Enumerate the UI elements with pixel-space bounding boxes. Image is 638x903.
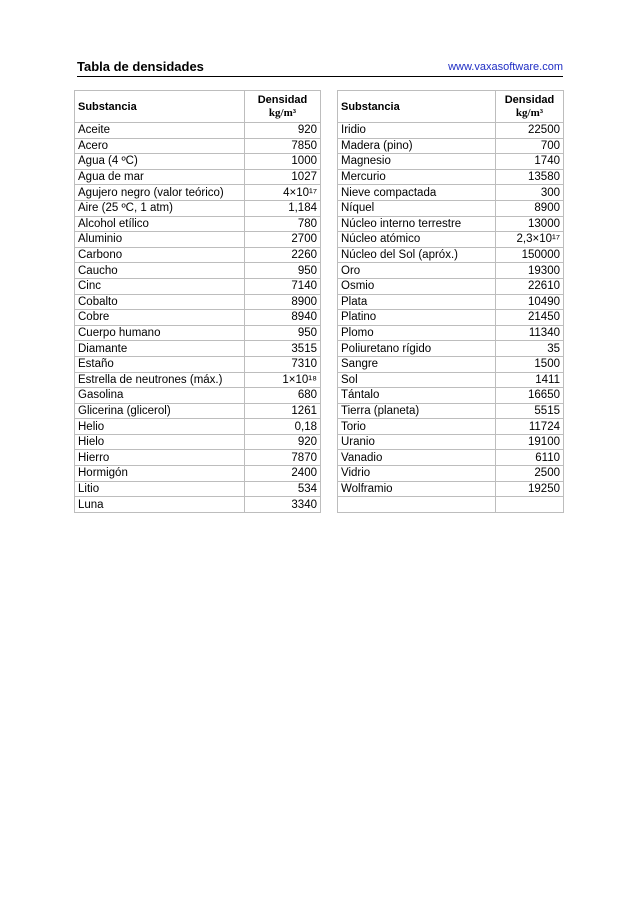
substance-cell: Aluminio xyxy=(75,232,245,248)
density-cell: 19300 xyxy=(496,263,564,279)
table-row xyxy=(75,123,321,139)
density-cell: 534 xyxy=(245,481,321,497)
substance-cell: Vidrio xyxy=(338,466,496,482)
density-cell: 7870 xyxy=(245,450,321,466)
table-row xyxy=(75,419,321,435)
density-cell: 4×10¹⁷ xyxy=(245,185,321,201)
density-cell: 2,3×10¹⁷ xyxy=(496,232,564,248)
density-cell: 1027 xyxy=(245,169,321,185)
table-row xyxy=(338,185,564,201)
table-row xyxy=(338,450,564,466)
density-cell: 1×10¹⁸ xyxy=(245,372,321,388)
density-unit: kg/m³ xyxy=(268,106,297,119)
density-cell: 13000 xyxy=(496,216,564,232)
density-cell: 16650 xyxy=(496,388,564,404)
substance-cell: Hielo xyxy=(75,434,245,450)
density-cell: 8900 xyxy=(496,200,564,216)
density-cell: 22500 xyxy=(496,123,564,139)
table-row xyxy=(75,138,321,154)
substance-cell: Níquel xyxy=(338,200,496,216)
substance-cell: Mercurio xyxy=(338,169,496,185)
table-row xyxy=(338,278,564,294)
density-cell: 150000 xyxy=(496,247,564,263)
table-row xyxy=(75,450,321,466)
table-row xyxy=(75,372,321,388)
table-row xyxy=(75,247,321,263)
substance-cell: Hormigón xyxy=(75,466,245,482)
table-header-row xyxy=(338,91,564,123)
substance-cell: Tierra (planeta) xyxy=(338,403,496,419)
table-row xyxy=(75,310,321,326)
density-cell: 8940 xyxy=(245,310,321,326)
table-row xyxy=(338,216,564,232)
table-row xyxy=(75,216,321,232)
substance-column-header: Substancia xyxy=(338,91,496,123)
substance-cell: Vanadio xyxy=(338,450,496,466)
substance-cell: Torio xyxy=(338,419,496,435)
density-unit: kg/m³ xyxy=(515,106,544,119)
table-row xyxy=(75,200,321,216)
substance-cell: Platino xyxy=(338,310,496,326)
table-row xyxy=(75,403,321,419)
substance-cell: Cobre xyxy=(75,310,245,326)
density-cell: 680 xyxy=(245,388,321,404)
table-row xyxy=(75,278,321,294)
density-cell: 950 xyxy=(245,325,321,341)
substance-cell: Plomo xyxy=(338,325,496,341)
table-row xyxy=(75,325,321,341)
table-row xyxy=(75,232,321,248)
density-cell: 13580 xyxy=(496,169,564,185)
table-row xyxy=(75,497,321,513)
table-header-row xyxy=(75,91,321,123)
substance-cell: Estrella de neutrones (máx.) xyxy=(75,372,245,388)
substance-cell: Iridio xyxy=(338,123,496,139)
table-row xyxy=(338,325,564,341)
density-cell: 11724 xyxy=(496,419,564,435)
substance-cell: Cinc xyxy=(75,278,245,294)
substance-cell: Carbono xyxy=(75,247,245,263)
table-row xyxy=(75,154,321,170)
table-row xyxy=(75,294,321,310)
table-row xyxy=(75,263,321,279)
density-cell: 3340 xyxy=(245,497,321,513)
substance-cell: Caucho xyxy=(75,263,245,279)
table-row xyxy=(338,434,564,450)
density-cell: 2700 xyxy=(245,232,321,248)
density-cell: 7850 xyxy=(245,138,321,154)
table-body xyxy=(338,123,564,513)
density-cell: 11340 xyxy=(496,325,564,341)
density-cell: 920 xyxy=(245,123,321,139)
substance-cell: Acero xyxy=(75,138,245,154)
density-cell: 950 xyxy=(245,263,321,279)
density-cell: 7310 xyxy=(245,356,321,372)
substance-cell: Núcleo interno terrestre xyxy=(338,216,496,232)
density-cell: 1411 xyxy=(496,372,564,388)
density-cell: 8900 xyxy=(245,294,321,310)
table-row xyxy=(338,200,564,216)
substance-cell: Sol xyxy=(338,372,496,388)
empty-table-row xyxy=(338,497,564,513)
table-row xyxy=(338,154,564,170)
substance-cell: Alcohol etílico xyxy=(75,216,245,232)
table-row xyxy=(75,466,321,482)
substance-cell: Plata xyxy=(338,294,496,310)
substance-cell: Uranio xyxy=(338,434,496,450)
table-row xyxy=(338,294,564,310)
substance-cell: Cuerpo humano xyxy=(75,325,245,341)
density-cell: 10490 xyxy=(496,294,564,310)
substance-column-header: Substancia xyxy=(75,91,245,123)
density-cell: 19250 xyxy=(496,481,564,497)
table-row xyxy=(338,123,564,139)
density-cell: 300 xyxy=(496,185,564,201)
density-label: Densidad xyxy=(504,93,555,106)
table-row xyxy=(338,341,564,357)
density-cell: 1261 xyxy=(245,403,321,419)
density-cell: 920 xyxy=(245,434,321,450)
table-row xyxy=(338,388,564,404)
density-label: Densidad xyxy=(257,93,308,106)
table-row xyxy=(338,310,564,326)
table-row xyxy=(75,169,321,185)
density-cell: 22610 xyxy=(496,278,564,294)
density-table-right xyxy=(337,90,564,513)
table-row xyxy=(338,419,564,435)
table-row xyxy=(338,169,564,185)
table-body xyxy=(75,123,321,513)
table-row xyxy=(75,481,321,497)
density-cell: 2260 xyxy=(245,247,321,263)
density-cell: 19100 xyxy=(496,434,564,450)
substance-cell: Diamante xyxy=(75,341,245,357)
table-row xyxy=(338,356,564,372)
density-cell: 1740 xyxy=(496,154,564,170)
empty-density-cell xyxy=(496,497,564,513)
substance-cell: Poliuretano rígido xyxy=(338,341,496,357)
substance-cell: Cobalto xyxy=(75,294,245,310)
substance-cell: Litio xyxy=(75,481,245,497)
density-cell: 0,18 xyxy=(245,419,321,435)
density-cell: 35 xyxy=(496,341,564,357)
table-row xyxy=(338,403,564,419)
density-cell: 1000 xyxy=(245,154,321,170)
substance-cell: Nieve compactada xyxy=(338,185,496,201)
page-header xyxy=(77,58,563,77)
table-row xyxy=(338,466,564,482)
density-table-left xyxy=(74,90,321,513)
substance-cell: Aire (25 ºC, 1 atm) xyxy=(75,200,245,216)
substance-cell: Agujero negro (valor teórico) xyxy=(75,185,245,201)
table-row xyxy=(75,356,321,372)
table-row xyxy=(338,481,564,497)
density-cell: 5515 xyxy=(496,403,564,419)
substance-cell: Wolframio xyxy=(338,481,496,497)
table-row xyxy=(338,372,564,388)
substance-cell: Luna xyxy=(75,497,245,513)
table-row xyxy=(338,247,564,263)
substance-cell: Osmio xyxy=(338,278,496,294)
substance-cell: Madera (pino) xyxy=(338,138,496,154)
density-cell: 780 xyxy=(245,216,321,232)
substance-cell: Estaño xyxy=(75,356,245,372)
substance-cell: Hierro xyxy=(75,450,245,466)
substance-cell: Agua (4 ºC) xyxy=(75,154,245,170)
substance-cell: Tántalo xyxy=(338,388,496,404)
density-cell: 3515 xyxy=(245,341,321,357)
table-row xyxy=(338,263,564,279)
density-cell: 21450 xyxy=(496,310,564,326)
table-row xyxy=(338,138,564,154)
substance-cell: Helio xyxy=(75,419,245,435)
density-column-header xyxy=(496,91,564,123)
density-cell: 7140 xyxy=(245,278,321,294)
density-cell: 700 xyxy=(496,138,564,154)
website-link[interactable]: www.vaxasoftware.com xyxy=(448,61,563,73)
substance-cell: Aceite xyxy=(75,123,245,139)
density-cell: 1,184 xyxy=(245,200,321,216)
density-column-header xyxy=(245,91,321,123)
table-row xyxy=(338,232,564,248)
table-row xyxy=(75,185,321,201)
page-title: Tabla de densidades xyxy=(77,59,204,74)
substance-cell: Oro xyxy=(338,263,496,279)
density-cell: 2500 xyxy=(496,466,564,482)
table-row xyxy=(75,341,321,357)
substance-cell: Núcleo del Sol (apróx.) xyxy=(338,247,496,263)
density-cell: 2400 xyxy=(245,466,321,482)
substance-cell: Gasolina xyxy=(75,388,245,404)
substance-cell: Núcleo atómico xyxy=(338,232,496,248)
empty-substance-cell xyxy=(338,497,496,513)
density-cell: 1500 xyxy=(496,356,564,372)
substance-cell: Sangre xyxy=(338,356,496,372)
substance-cell: Magnesio xyxy=(338,154,496,170)
density-cell: 6110 xyxy=(496,450,564,466)
table-row xyxy=(75,388,321,404)
table-row xyxy=(75,434,321,450)
substance-cell: Agua de mar xyxy=(75,169,245,185)
substance-cell: Glicerina (glicerol) xyxy=(75,403,245,419)
